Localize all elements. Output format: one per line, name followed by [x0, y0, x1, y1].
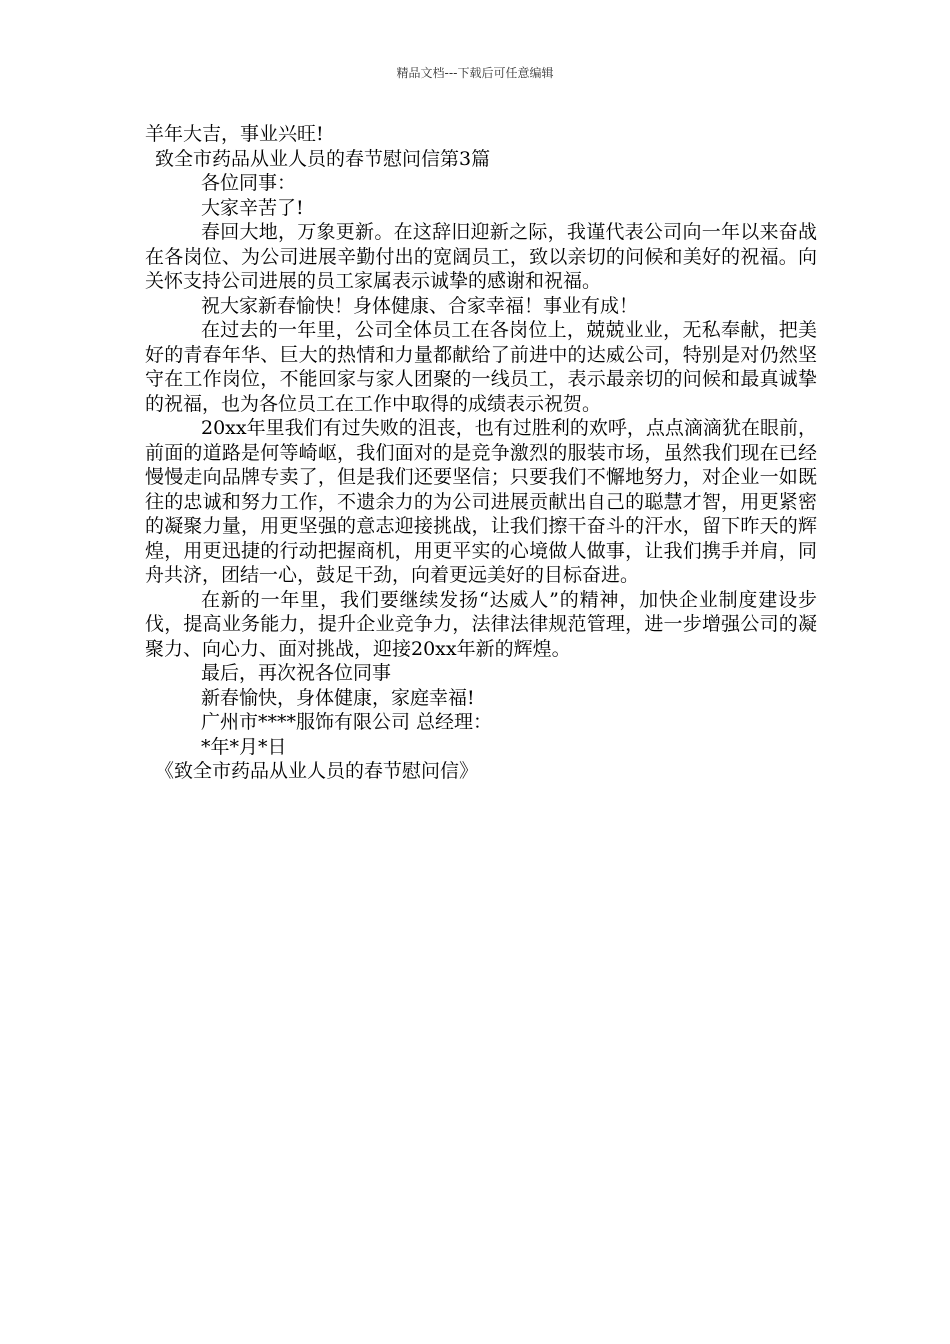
- footer-title: 《致全市药品从业人员的春节慰问信》: [155, 760, 479, 782]
- signature: 广州市****服饰有限公司 总经理：: [201, 711, 493, 733]
- salutation: 各位同事：: [201, 172, 297, 194]
- paragraph-4: 20xx年里我们有过失败的沮丧，也有过胜利的欢呼，点点滴滴犹在眼前，前面的道路是何等崎岖，我们面对的是竞争激烈的服装市场，虽然我们现在已经慢慢走向品牌专卖了，但是我们还要坚信；只要我们不懈地努力，对企业一如既往的忠诚和努力工作，不遗余力的为公司进展贡献出自己的聪慧才智，用更紧密的凝聚力量，用更坚强的意志迎接挑战，让我们擦干奋斗的汗水，留下昨天的辉煌，用更迅捷的行动把握商机，用更平实的心境做人做事，让我们携手并肩，同舟共济，团结一心，鼓足干劲，向着更远美好的目标奋进。: [145, 417, 817, 586]
- date: *年*月*日: [201, 735, 287, 758]
- closing-line-1: 最后，再次祝各位同事: [201, 662, 392, 684]
- paragraph-3: 在过去的一年里，公司全体员工在各岗位上，兢兢业业，无私奉献，把美好的青春年华、巨大的热情和力量都献给了前进中的达威公司，特别是对仍然坚守在工作岗位，不能回家与家人团聚的一线员工，表示最亲切的问候和最真诚挚的祝福，也为各位员工在工作中取得的成绩表示祝贺。: [145, 319, 817, 415]
- paragraph-1: 春回大地，万象更新。在这辞旧迎新之际，我谨代表公司向一年以来奋战在各岗位、为公司进展辛勤付出的宽阔员工，致以亲切的问候和美好的祝福。向关怀支持公司进展的员工家属表示诚挚的感谢和祝福。: [145, 221, 817, 292]
- greeting: 大家辛苦了!: [201, 196, 304, 219]
- article-title: 致全市药品从业人员的春节慰问信第3篇: [155, 147, 491, 170]
- page-header-note: 精品文档---下载后可任意编辑: [396, 66, 554, 80]
- paragraph-5: 在新的一年里，我们要继续发扬“达威人”的精神，加快企业制度建设步伐，提高业务能力，提升企业竞争力，法律法律规范管理，进一步增强公司的凝聚力、向心力、面对挑战，迎接20xx年新的辉煌。: [145, 588, 817, 660]
- previous-letter-ending: 羊年大吉，事业兴旺!: [145, 123, 324, 145]
- paragraph-2: 祝大家新春愉快！身体健康、合家幸福！事业有成！: [201, 294, 639, 317]
- closing-line-2: 新春愉快，身体健康，家庭幸福!: [201, 686, 475, 709]
- letter-body: [145, 122, 817, 784]
